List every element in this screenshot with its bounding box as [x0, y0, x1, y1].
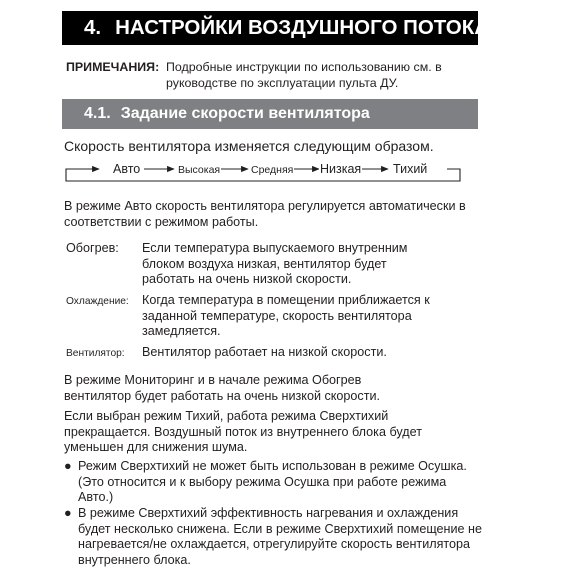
intro-text: Скорость вентилятора изменяется следующим образом. — [64, 138, 434, 154]
mode-description: Когда температура в помещении приближается к заданной температуре, скорость вентилятора замедляется. — [142, 293, 430, 338]
quiet-mode-paragraph: Если выбран режим Тихий, работа режима Сверхтихий прекращается. Воздушный поток из внутреннего блока будет уменьшен для снижения шума. — [64, 409, 422, 454]
mode-term: Охлаждение: — [66, 296, 129, 307]
subsection-number: 4.1. — [84, 105, 111, 122]
flow-step-quiet: Тихий — [393, 162, 428, 176]
bullet-text: В режиме Сверхтихий эффективность нагревания и охлаждения будет несколько снижена. Если в режиме Сверхтихий помещение не нагревается/не охлаждается, отрегулируйте скорость вентилятора внутреннего блока. — [78, 506, 482, 567]
section-heading — [62, 11, 490, 45]
mode-description: Если температура выпускаемого внутренним блоком воздуха низкая, вентилятор будет работать на очень низкой скорости. — [142, 241, 408, 286]
auto-mode-paragraph: В режиме Авто скорость вентилятора регулируется автоматически в соответствии с режимом работы. — [64, 199, 466, 229]
flow-step-medium: Средняя — [251, 164, 294, 176]
subsection-heading — [62, 99, 478, 129]
subsection-title: Задание скорости вентилятора — [120, 105, 370, 122]
section-title: НАСТРОЙКИ ВОЗДУШНОГО ПОТОКА — [115, 16, 490, 39]
bullet-text: Режим Сверхтихий не может быть использован в режиме Осушка. (Это относится и к выбору режима Осушка при работе режима Авто.) — [78, 459, 467, 504]
mode-term: Обогрев: — [66, 241, 119, 255]
bullet-icon: ● — [64, 459, 72, 473]
section-number: 4. — [84, 16, 102, 39]
flow-step-high: Высокая — [178, 164, 221, 176]
note-text: Подробные инструкции по использованию см. в руководстве по эксплуатации пульта ДУ. — [166, 60, 442, 90]
bullet-icon: ● — [64, 506, 72, 520]
mode-description: Вентилятор работает на низкой скорости. — [142, 345, 387, 359]
flow-step-low: Низкая — [320, 162, 362, 176]
monitoring-paragraph: В режиме Мониторинг и в начале режима Обогрев вентилятор будет работать на очень низкой скорости. — [64, 373, 381, 403]
mode-term: Вентилятор: — [66, 348, 125, 359]
note-label: ПРИМЕЧАНИЯ: — [66, 60, 160, 74]
flow-step-auto: Авто — [113, 162, 141, 176]
